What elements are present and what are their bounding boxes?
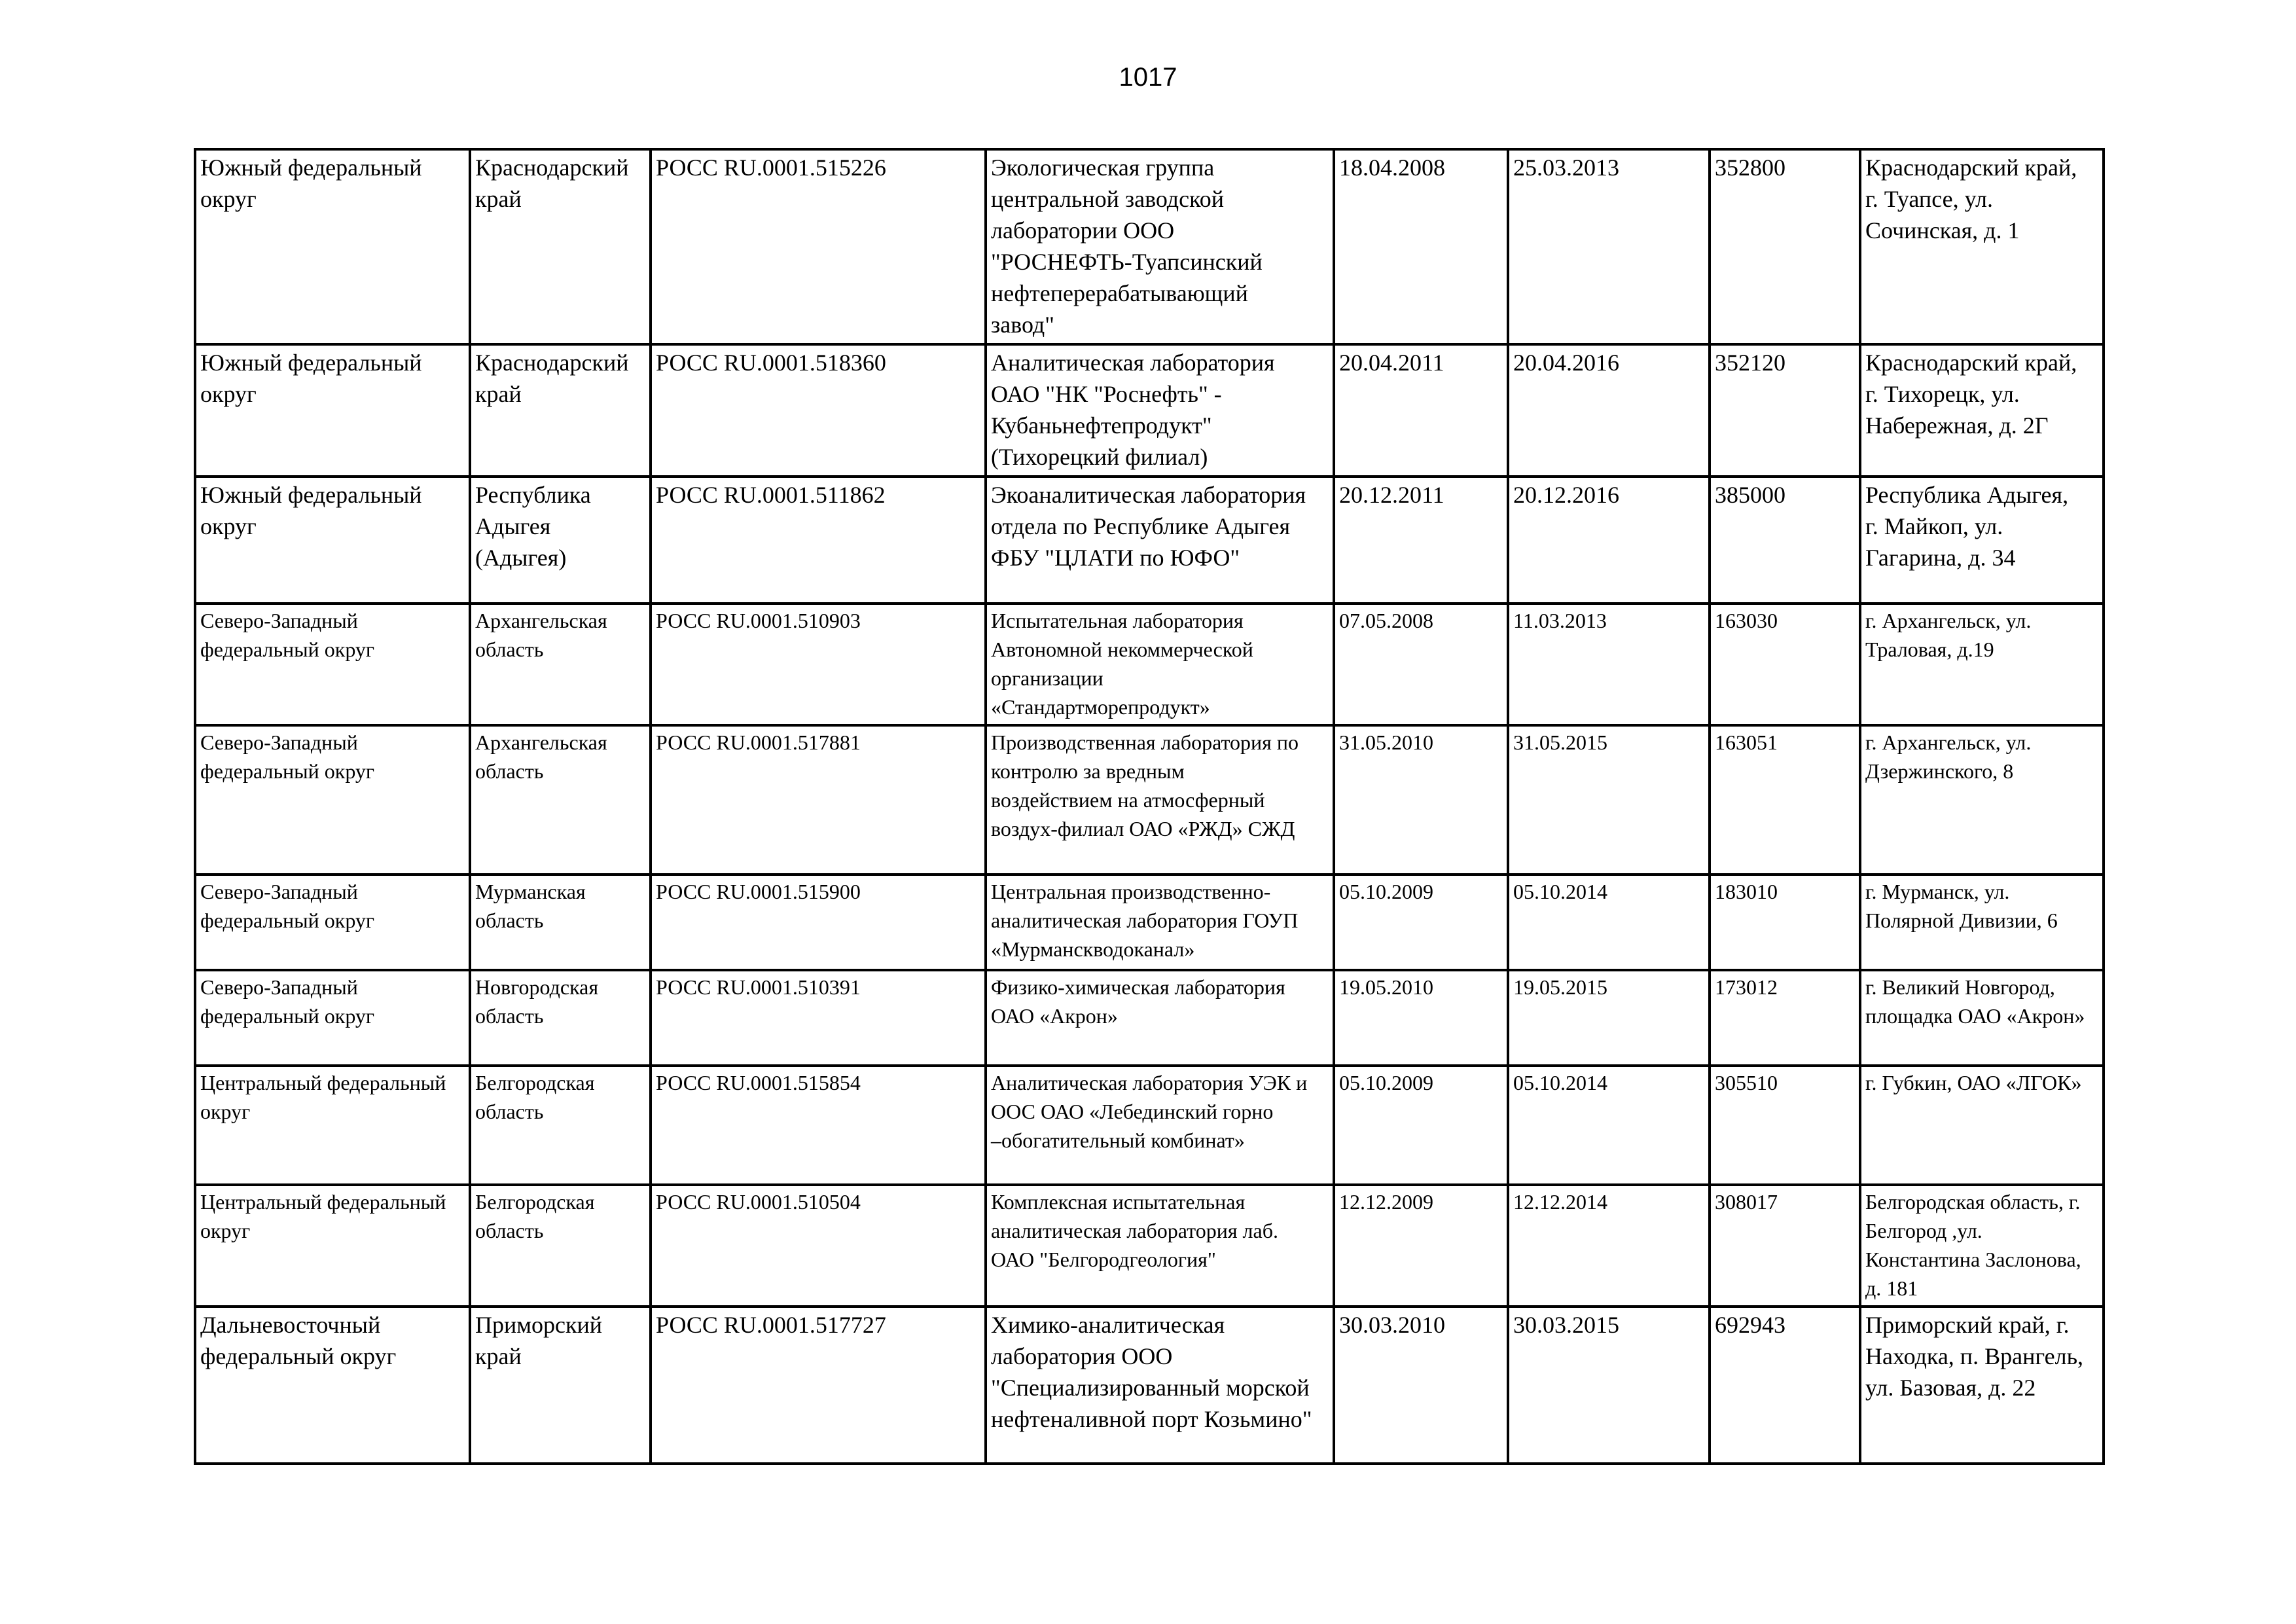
laboratory-cell-line: Экологическая группа [991, 154, 1215, 181]
district-cell [195, 1307, 470, 1464]
date-from-cell [1334, 725, 1508, 875]
date-from-cell [1334, 1185, 1508, 1307]
date-from-cell [1334, 604, 1508, 725]
certificate-cell [651, 1307, 986, 1464]
date-to-cell-text: 25.03.2013 [1513, 154, 1619, 181]
district-cell [195, 875, 470, 970]
laboratory-cell-line: Комплексная испытательная [991, 1190, 1246, 1214]
postal-index-cell [1710, 344, 1860, 477]
postal-index-cell [1710, 725, 1860, 875]
address-cell-line: площадка ОАО «Акрон» [1865, 1004, 2085, 1028]
laboratory-cell-line: отдела по Республике Адыгея [991, 513, 1291, 539]
laboratory-cell-line: (Тихорецкий филиал) [991, 444, 1208, 470]
table-row [195, 1185, 2104, 1307]
region-cell [470, 477, 651, 604]
laboratory-cell-line: –обогатительный комбинат» [991, 1128, 1245, 1152]
postal-index-cell-text: 163030 [1715, 609, 1778, 632]
table-row [195, 970, 2104, 1066]
district-cell [195, 725, 470, 875]
postal-index-cell [1710, 875, 1860, 970]
district-cell-line: Северо-Западный [200, 975, 358, 999]
postal-index-cell [1710, 1185, 1860, 1307]
postal-index-cell-text: 385000 [1715, 482, 1785, 508]
table-row [195, 604, 2104, 725]
postal-index-cell-text: 308017 [1715, 1190, 1778, 1214]
date-to-cell-text: 20.12.2016 [1513, 482, 1619, 508]
region-cell [470, 1307, 651, 1464]
laboratory-cell-line: ФБУ "ЦЛАТИ по ЮФО" [991, 545, 1240, 571]
date-from-cell-text: 05.10.2009 [1339, 1071, 1433, 1094]
address-cell-line: г. Туапсе, ул. [1865, 186, 1993, 212]
laboratory-cell-line: центральной заводской [991, 186, 1225, 212]
district-cell-line: Центральный федеральный [200, 1071, 446, 1094]
laboratory-cell [986, 149, 1334, 344]
postal-index-cell-text: 163051 [1715, 731, 1778, 754]
date-from-cell [1334, 970, 1508, 1066]
laboratory-cell-line: ОАО «Акрон» [991, 1004, 1118, 1028]
district-cell [195, 344, 470, 477]
laboratory-cell-line: воздух-филиал ОАО «РЖД» СЖД [991, 817, 1295, 840]
laboratory-cell-line: Аналитическая лаборатория [991, 350, 1275, 376]
date-to-cell-text: 11.03.2013 [1513, 609, 1607, 632]
address-cell-line: Гагарина, д. 34 [1865, 545, 2016, 571]
date-to-cell-text: 12.12.2014 [1513, 1190, 1607, 1214]
district-cell-line: Северо-Западный [200, 609, 358, 632]
date-to-cell [1508, 149, 1710, 344]
laboratory-cell-line: организации [991, 666, 1103, 690]
laboratory-cell-line: Центральная производственно- [991, 880, 1271, 903]
laboratory-cell-line: ОАО "НК "Роснефть" - [991, 381, 1222, 407]
district-cell-line: округ [200, 186, 257, 212]
postal-index-cell [1710, 149, 1860, 344]
laboratory-cell-line: Аналитическая лаборатория УЭК и [991, 1071, 1308, 1094]
region-cell-line: край [475, 186, 522, 212]
region-cell-line: Краснодарский [475, 350, 629, 376]
certificate-cell-text: РОСС RU.0001.515226 [656, 154, 886, 181]
district-cell-line: федеральный округ [200, 909, 375, 932]
region-cell-line: край [475, 1343, 522, 1369]
table-row [195, 725, 2104, 875]
address-cell-line: Находка, п. Врангель, [1865, 1343, 2083, 1369]
address-cell [1860, 1066, 2104, 1185]
laboratory-cell-line: нефтеналивной порт Козьмино" [991, 1406, 1312, 1432]
region-cell-line: Мурманская [475, 880, 586, 903]
certificate-cell [651, 1066, 986, 1185]
region-cell-line: область [475, 1100, 544, 1123]
region-cell [470, 149, 651, 344]
district-cell [195, 1185, 470, 1307]
district-cell-line: федеральный округ [200, 1343, 397, 1369]
date-from-cell-text: 20.04.2011 [1339, 350, 1444, 376]
certificate-cell [651, 875, 986, 970]
region-cell-line: (Адыгея) [475, 545, 567, 571]
postal-index-cell-text: 305510 [1715, 1071, 1778, 1094]
laboratory-cell [986, 1066, 1334, 1185]
laboratory-cell [986, 725, 1334, 875]
district-cell-line: Дальневосточный [200, 1312, 381, 1338]
district-cell [195, 604, 470, 725]
address-cell-line: Траловая, д.19 [1865, 638, 1994, 661]
table-row [195, 1307, 2104, 1464]
district-cell-line: федеральный округ [200, 638, 375, 661]
address-cell [1860, 1185, 2104, 1307]
region-cell-line: область [475, 1219, 544, 1242]
region-cell-line: область [475, 1004, 544, 1028]
address-cell-line: Краснодарский край, [1865, 350, 2077, 376]
table-row [195, 477, 2104, 604]
address-cell [1860, 875, 2104, 970]
address-cell-line: Константина Заслонова, [1865, 1248, 2081, 1271]
region-cell-line: Архангельская [475, 609, 607, 632]
certificate-cell [651, 725, 986, 875]
laboratory-cell-line: Испытательная лаборатория [991, 609, 1244, 632]
region-cell-line: Архангельская [475, 731, 607, 754]
date-to-cell [1508, 477, 1710, 604]
date-to-cell [1508, 1185, 1710, 1307]
date-to-cell-text: 05.10.2014 [1513, 1071, 1607, 1094]
address-cell-line: Приморский край, г. [1865, 1312, 2070, 1338]
district-cell-line: округ [200, 1219, 251, 1242]
date-from-cell-text: 12.12.2009 [1339, 1190, 1433, 1214]
district-cell-line: Южный федеральный [200, 154, 422, 181]
region-cell-line: Новгородская [475, 975, 599, 999]
region-cell [470, 725, 651, 875]
address-cell [1860, 725, 2104, 875]
table-row [195, 149, 2104, 344]
date-to-cell-text: 31.05.2015 [1513, 731, 1607, 754]
certificate-cell [651, 477, 986, 604]
district-cell-line: округ [200, 513, 257, 539]
laboratory-cell [986, 604, 1334, 725]
laboratory-cell-line: аналитическая лаборатория лаб. [991, 1219, 1278, 1242]
certificate-cell-text: РОСС RU.0001.515900 [656, 880, 861, 903]
table-row [195, 1066, 2104, 1185]
table-row [195, 875, 2104, 970]
address-cell-line: Полярной Дивизии, 6 [1865, 909, 2058, 932]
region-cell-line: Белгородская [475, 1071, 595, 1094]
region-cell [470, 604, 651, 725]
certificate-cell-text: РОСС RU.0001.517727 [656, 1312, 886, 1338]
district-cell [195, 477, 470, 604]
date-to-cell-text: 19.05.2015 [1513, 975, 1607, 999]
date-to-cell [1508, 875, 1710, 970]
laboratory-cell-line: нефтеперерабатывающий [991, 280, 1248, 306]
laboratory-cell-line: Производственная лаборатория по [991, 731, 1299, 754]
address-cell-line: Белгород ,ул. [1865, 1219, 1982, 1242]
laboratory-cell [986, 875, 1334, 970]
date-from-cell [1334, 149, 1508, 344]
region-cell-line: Адыгея [475, 513, 551, 539]
address-cell [1860, 477, 2104, 604]
date-to-cell [1508, 1066, 1710, 1185]
address-cell-line: Дзержинского, 8 [1865, 759, 2014, 783]
laboratory-cell-line: завод" [991, 312, 1054, 338]
district-cell-line: округ [200, 1100, 251, 1123]
laboratory-cell-line: Химико-аналитическая [991, 1312, 1225, 1338]
laboratory-cell-line: "РОСНЕФТЬ-Туапсинский [991, 249, 1263, 275]
district-cell-line: Южный федеральный [200, 482, 422, 508]
address-cell [1860, 1307, 2104, 1464]
region-cell [470, 1185, 651, 1307]
laboratory-cell-line: воздействием на атмосферный [991, 788, 1265, 812]
laboratory-cell-line: «Мурманскводоканал» [991, 937, 1195, 961]
date-from-cell [1334, 1066, 1508, 1185]
date-from-cell-text: 18.04.2008 [1339, 154, 1445, 181]
date-from-cell [1334, 477, 1508, 604]
certificate-cell-text: РОСС RU.0001.515854 [656, 1071, 861, 1094]
laboratory-cell-line: Автономной некоммерческой [991, 638, 1253, 661]
table-body [195, 149, 2104, 1464]
district-cell-line: Северо-Западный [200, 731, 358, 754]
address-cell [1860, 604, 2104, 725]
laboratory-cell-line: Физико-химическая лаборатория [991, 975, 1285, 999]
certificate-cell [651, 149, 986, 344]
certificate-cell [651, 1185, 986, 1307]
certificate-cell-text: РОСС RU.0001.518360 [656, 350, 886, 376]
address-cell-line: Сочинская, д. 1 [1865, 217, 2020, 244]
date-from-cell-text: 31.05.2010 [1339, 731, 1433, 754]
postal-index-cell-text: 352800 [1715, 154, 1785, 181]
laboratory-cell-line: лаборатория ООО [991, 1343, 1173, 1369]
laboratory-registry-table [194, 148, 2105, 1465]
laboratory-cell-line: контролю за вредным [991, 759, 1185, 783]
address-cell [1860, 970, 2104, 1066]
district-cell-line: округ [200, 381, 257, 407]
certificate-cell-text: РОСС RU.0001.511862 [656, 482, 886, 508]
date-from-cell-text: 07.05.2008 [1339, 609, 1433, 632]
postal-index-cell-text: 183010 [1715, 880, 1778, 903]
address-cell [1860, 149, 2104, 344]
date-from-cell [1334, 344, 1508, 477]
district-cell-line: федеральный округ [200, 759, 375, 783]
date-to-cell-text: 20.04.2016 [1513, 350, 1619, 376]
address-cell-line: Краснодарский край, [1865, 154, 2077, 181]
district-cell-line: Центральный федеральный [200, 1190, 446, 1214]
address-cell-line: ул. Базовая, д. 22 [1865, 1375, 2036, 1401]
district-cell [195, 149, 470, 344]
table-row [195, 344, 2104, 477]
date-from-cell-text: 20.12.2011 [1339, 482, 1444, 508]
laboratory-cell [986, 1307, 1334, 1464]
postal-index-cell-text: 352120 [1715, 350, 1785, 376]
postal-index-cell [1710, 1307, 1860, 1464]
region-cell-line: Белгородская [475, 1190, 595, 1214]
postal-index-cell [1710, 604, 1860, 725]
region-cell [470, 970, 651, 1066]
district-cell [195, 1066, 470, 1185]
region-cell [470, 344, 651, 477]
district-cell-line: Южный федеральный [200, 350, 422, 376]
district-cell [195, 970, 470, 1066]
address-cell-line: г. Мурманск, ул. [1865, 880, 2010, 903]
laboratory-cell-line: ОАО "Белгородгеология" [991, 1248, 1216, 1271]
region-cell-line: Республика [475, 482, 591, 508]
certificate-cell-text: РОСС RU.0001.510903 [656, 609, 861, 632]
date-from-cell [1334, 1307, 1508, 1464]
district-cell-line: Северо-Западный [200, 880, 358, 903]
address-cell-line: г. Архангельск, ул. [1865, 609, 2032, 632]
laboratory-cell-line: «Стандартморепродукт» [991, 695, 1210, 719]
region-cell-line: Краснодарский [475, 154, 629, 181]
certificate-cell-text: РОСС RU.0001.510504 [656, 1190, 861, 1214]
address-cell-line: г. Губкин, ОАО «ЛГОК» [1865, 1071, 2082, 1094]
certificate-cell [651, 344, 986, 477]
region-cell [470, 875, 651, 970]
region-cell-line: область [475, 909, 544, 932]
region-cell-line: область [475, 638, 544, 661]
date-to-cell-text: 05.10.2014 [1513, 880, 1607, 903]
date-from-cell-text: 30.03.2010 [1339, 1312, 1445, 1338]
certificate-cell-text: РОСС RU.0001.510391 [656, 975, 861, 999]
laboratory-cell-line: Экоаналитическая лаборатория [991, 482, 1306, 508]
date-to-cell [1508, 344, 1710, 477]
address-cell-line: Набережная, д. 2Г [1865, 412, 2049, 439]
postal-index-cell [1710, 477, 1860, 604]
date-to-cell [1508, 725, 1710, 875]
date-to-cell [1508, 604, 1710, 725]
laboratory-cell [986, 970, 1334, 1066]
district-cell-line: федеральный округ [200, 1004, 375, 1028]
postal-index-cell [1710, 1066, 1860, 1185]
address-cell-line: г. Великий Новгород, [1865, 975, 2055, 999]
page-number: 1017 [1119, 63, 1177, 92]
laboratory-cell-line: "Специализированный морской [991, 1375, 1310, 1401]
laboratory-cell-line: лаборатории ООО [991, 217, 1175, 244]
laboratory-cell-line: ООС ОАО «Лебединский горно [991, 1100, 1274, 1123]
certificate-cell-text: РОСС RU.0001.517881 [656, 731, 861, 754]
postal-index-cell-text: 173012 [1715, 975, 1778, 999]
date-from-cell-text: 19.05.2010 [1339, 975, 1433, 999]
laboratory-cell [986, 344, 1334, 477]
date-from-cell-text: 05.10.2009 [1339, 880, 1433, 903]
certificate-cell [651, 970, 986, 1066]
laboratory-cell-line: аналитическая лаборатория ГОУП [991, 909, 1299, 932]
date-from-cell [1334, 875, 1508, 970]
address-cell [1860, 344, 2104, 477]
address-cell-line: г. Архангельск, ул. [1865, 731, 2032, 754]
laboratory-cell-line: Кубаньнефтепродукт" [991, 412, 1212, 439]
postal-index-cell-text: 692943 [1715, 1312, 1785, 1338]
address-cell-line: Республика Адыгея, [1865, 482, 2069, 508]
laboratory-cell [986, 1185, 1334, 1307]
date-to-cell-text: 30.03.2015 [1513, 1312, 1619, 1338]
region-cell-line: область [475, 759, 544, 783]
address-cell-line: г. Майкоп, ул. [1865, 513, 2003, 539]
region-cell [470, 1066, 651, 1185]
certificate-cell [651, 604, 986, 725]
address-cell-line: г. Тихорецк, ул. [1865, 381, 2020, 407]
region-cell-line: край [475, 381, 522, 407]
laboratory-cell [986, 477, 1334, 604]
date-to-cell [1508, 1307, 1710, 1464]
address-cell-line: Белгородская область, г. [1865, 1190, 2081, 1214]
postal-index-cell [1710, 970, 1860, 1066]
address-cell-line: д. 181 [1865, 1276, 1918, 1300]
region-cell-line: Приморский [475, 1312, 603, 1338]
date-to-cell [1508, 970, 1710, 1066]
